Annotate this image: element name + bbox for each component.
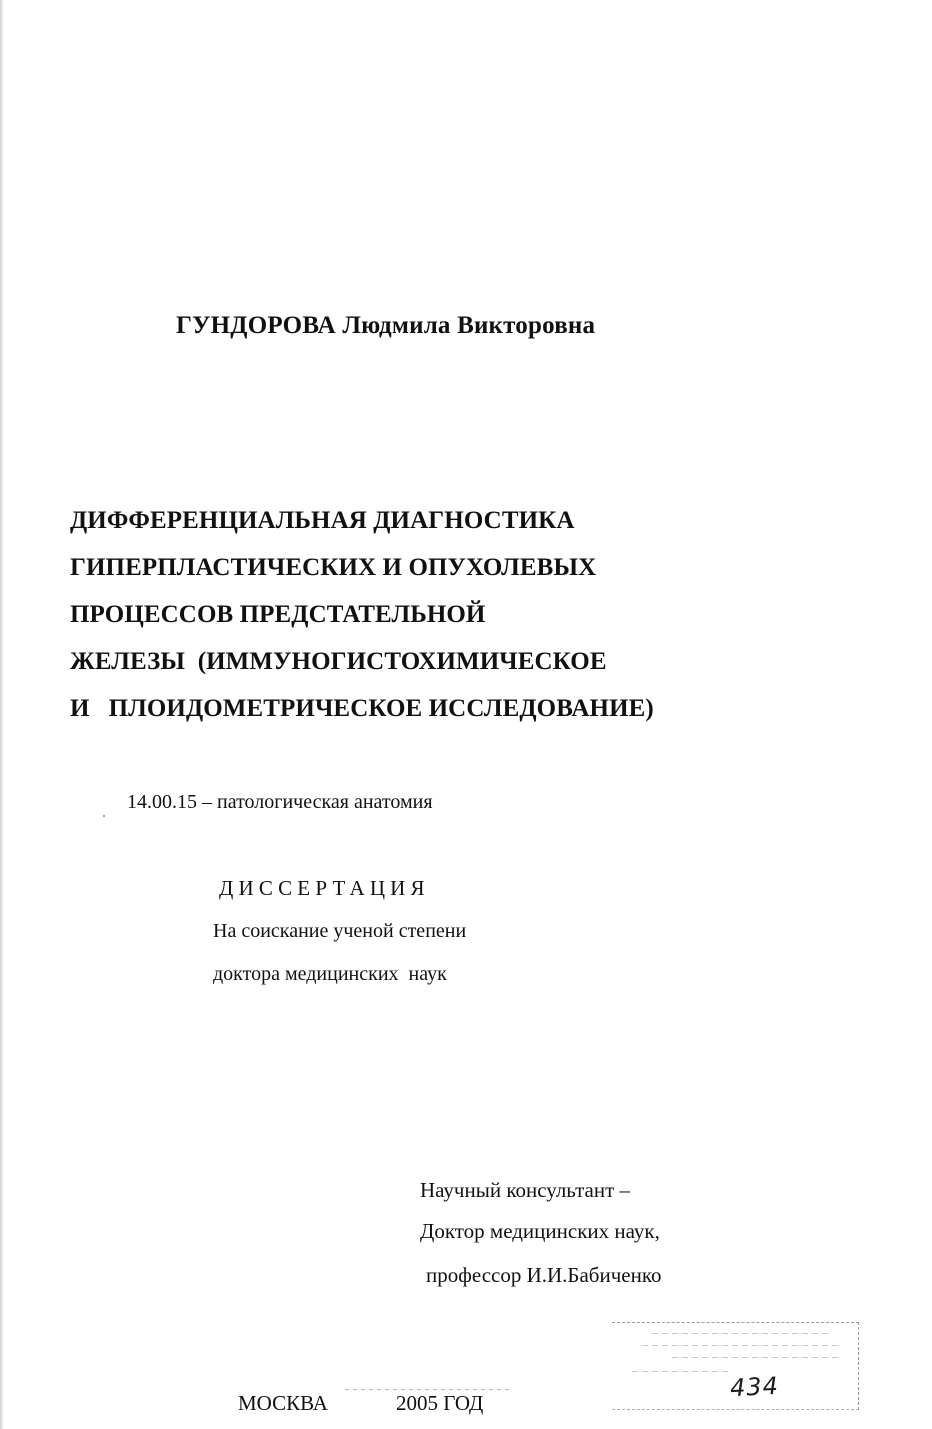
author-name: ГУНДОРОВА Людмила Викторовна: [176, 312, 596, 339]
footer-city: МОСКВА: [238, 1391, 328, 1415]
stamp-faint-line: [632, 1371, 732, 1372]
stamp-faint-line: [672, 1357, 842, 1358]
stamp-faint-line: [642, 1345, 842, 1346]
dissertation-title: [70, 504, 890, 739]
dissertation-heading: ДИССЕРТАЦИЯ: [219, 876, 430, 900]
title-line: ДИФФЕРЕНЦИАЛЬНАЯ ДИАГНОСТИКА: [70, 507, 575, 534]
degree-line-2: доктора медицинских наук: [213, 963, 447, 985]
consultant-name: профессор И.И.Бабиченко: [426, 1263, 662, 1287]
consultant-degree: Доктор медицинских наук,: [420, 1219, 660, 1243]
stamp-faint-line: [652, 1333, 832, 1334]
scan-dot: [103, 815, 105, 817]
footer-year: 2005 ГОД: [396, 1391, 484, 1415]
specialty-code: 14.00.15 – патологическая анатомия: [127, 791, 433, 813]
footer-dotted-line: [345, 1389, 510, 1390]
title-line: ЖЕЛЕЗЫ (ИММУНОГИСТОХИМИЧЕСКОЕ: [70, 648, 607, 675]
degree-line-1: На соискание ученой степени: [213, 920, 467, 942]
title-line: ПРОЦЕССОВ ПРЕДСТАТЕЛЬНОЙ: [70, 601, 486, 628]
title-line: И ПЛОИДОМЕТРИЧЕСКОЕ ИССЛЕДОВАНИЕ): [70, 695, 654, 722]
scan-edge: [0, 0, 4, 1429]
handwritten-number: 434: [729, 1371, 780, 1403]
title-line: ГИПЕРПЛАСТИЧЕСКИХ И ОПУХОЛЕВЫХ: [70, 554, 597, 581]
consultant-label: Научный консультант –: [420, 1178, 630, 1202]
